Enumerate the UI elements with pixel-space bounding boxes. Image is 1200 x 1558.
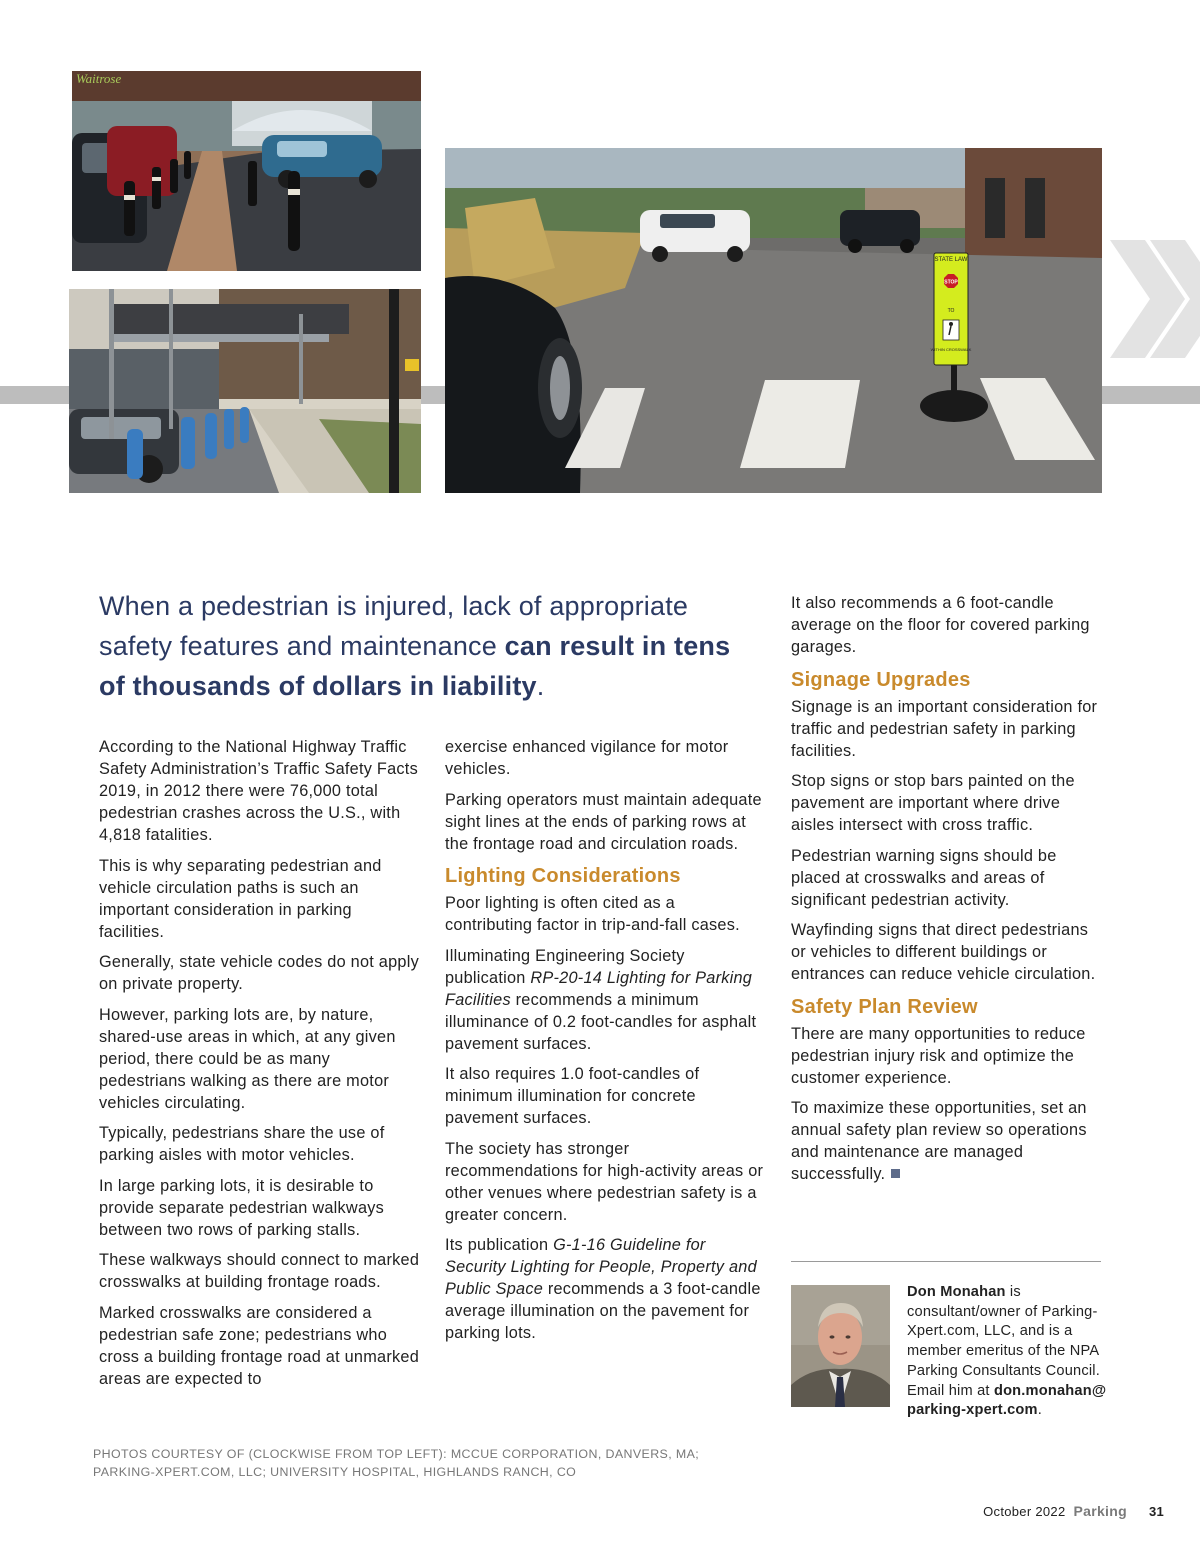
paragraph: There are many opportunities to reduce pedestrian injury risk and optimize the customer experience. [791, 1024, 1086, 1087]
page-number: 31 [1148, 1504, 1164, 1519]
text-run: . [1037, 1402, 1042, 1419]
magazine-name: Parking [1073, 1503, 1127, 1519]
paragraph: It also requires 1.0 foot-candles of minimum illumination for concrete pavement surfaces. [445, 1065, 700, 1127]
paragraph: Stop signs or stop bars painted on the pavement are important where drive aisles intersect with cross traffic. [791, 772, 1075, 834]
pull-quote-end: . [536, 671, 545, 701]
photo-crosswalk-sign [445, 148, 1102, 493]
sign-to-text: TO [947, 308, 955, 314]
sign-top-text: STATE LAW [934, 257, 968, 263]
author-email[interactable]: don.monahan@ parking-xpert.com [907, 1382, 1107, 1419]
paragraph: Marked crosswalks are considered a pedestrian safe zone; pedestrians who cross a building frontage road at unmarked areas are expected to [99, 1303, 420, 1388]
section-heading-safety-plan: Safety Plan Review [791, 995, 978, 1018]
section-heading-signage: Signage Upgrades [791, 668, 971, 691]
end-mark-icon [891, 1169, 900, 1178]
author-headshot [791, 1285, 890, 1407]
paragraph: In large parking lots, it is desirable to provide separate pedestrian walkways between two rows of parking stalls. [99, 1176, 385, 1239]
text-run: Its publication [445, 1236, 554, 1254]
text-run: recommends a 3 foot-candle average illumination on the pavement for parking lots. [445, 1280, 761, 1342]
paragraph: exercise enhanced vigilance for motor vehicles. [445, 738, 729, 778]
paragraph: Poor lighting is often cited as a contributing factor in trip-and-fall cases. [445, 894, 740, 934]
author-name: Don Monahan [907, 1284, 1006, 1300]
text-run: Illuminating Engineering Society publication [445, 946, 685, 987]
paragraph: Signage is an important consideration for traffic and pedestrian safety in parking facilities. [791, 697, 1098, 760]
page-footer [983, 1503, 1164, 1519]
author-description: is consultant/owner of Parking-Xpert.com, LLC, and is a member emeritus of the NPA Parking Consultants Council. Email him at [907, 1284, 1100, 1399]
sign-bottom-text: WITHIN CROSSWALK [930, 347, 972, 352]
bio-divider [791, 1261, 1101, 1262]
paragraph: The society has stronger recommendations for high-activity areas or other venues where pedestrian safety is a greater concern. [445, 1139, 764, 1224]
article-column-1 [99, 736, 421, 1398]
photo-credits-line: PHOTOS COURTESY OF (CLOCKWISE FROM TOP LEFT): MCCUE CORPORATION, DANVERS, MA; [93, 1447, 700, 1461]
section-heading-lighting: Lighting Considerations [445, 865, 681, 887]
paragraph [791, 1097, 1103, 1185]
publication-title: G-1-16 Guideline for Security Lighting for People, Property and Public Space [445, 1236, 757, 1298]
paragraph: Wayfinding signs that direct pedestrians or vehicles to different buildings or entrances can reduce vehicle circulation. [791, 921, 1096, 983]
chevron-decoration-icon [1100, 240, 1200, 358]
paragraph [445, 945, 765, 1055]
pull-quote-emphasis: can result in tens of thousands of dollars in liability [99, 631, 731, 701]
text-run: To maximize these opportunities, set an annual safety plan review so operations and maintenance are managed successfully. [791, 1099, 1087, 1183]
paragraph: Typically, pedestrians share the use of parking aisles with motor vehicles. [99, 1124, 385, 1164]
photo-credits-line: PARKING-XPERT.COM, LLC; UNIVERSITY HOSPITAL, HIGHLANDS RANCH, CO [93, 1465, 577, 1479]
issue-date: October 2022 [983, 1504, 1066, 1519]
paragraph: However, parking lots are, by nature, shared-use areas in which, at any given period, there could be as many pedestrians walking as there are motor vehicles circulating. [99, 1005, 396, 1112]
paragraph [445, 1234, 765, 1344]
author-bio [907, 1283, 1107, 1421]
photo-hospital-entrance [69, 289, 421, 493]
photo-store-parking-lot [72, 71, 421, 271]
sign-stop-text: STOP [944, 279, 958, 286]
pull-quote-lead: When a pedestrian is injured, lack of appropriate safety features and maintenance [99, 591, 689, 661]
text-run: recommends a minimum illuminance of 0.2 foot-candles for asphalt pavement surfaces. [445, 990, 757, 1053]
publication-title: RP-20-14 Lighting for Parking Facilities [445, 968, 753, 1009]
paragraph: Pedestrian warning signs should be placed at crosswalks and areas of significant pedestrian activity. [791, 846, 1057, 909]
paragraph: This is why separating pedestrian and vehicle circulation paths is such an important consideration in parking facilities. [99, 856, 382, 941]
paragraph: According to the National Highway Traffic Safety Administration’s Traffic Safety Facts 2019, in 2012 there were 76,000 total pedestrian crashes across the U.S., with 4,818 fatalities. [99, 738, 418, 844]
paragraph: These walkways should connect to marked crosswalks at building frontage roads. [99, 1251, 420, 1291]
article-column-2 [445, 736, 765, 1353]
paragraph: Parking operators must maintain adequate sight lines at the ends of parking rows at the frontage road and circulation roads. [445, 790, 762, 853]
store-sign-text: Waitrose [76, 71, 122, 86]
pull-quote [99, 586, 749, 706]
paragraph: It also recommends a 6 foot-candle average on the floor for covered parking garages. [791, 594, 1090, 656]
article-column-3 [791, 592, 1103, 1194]
photo-credits [93, 1445, 793, 1481]
paragraph: Generally, state vehicle codes do not apply on private property. [99, 953, 419, 993]
